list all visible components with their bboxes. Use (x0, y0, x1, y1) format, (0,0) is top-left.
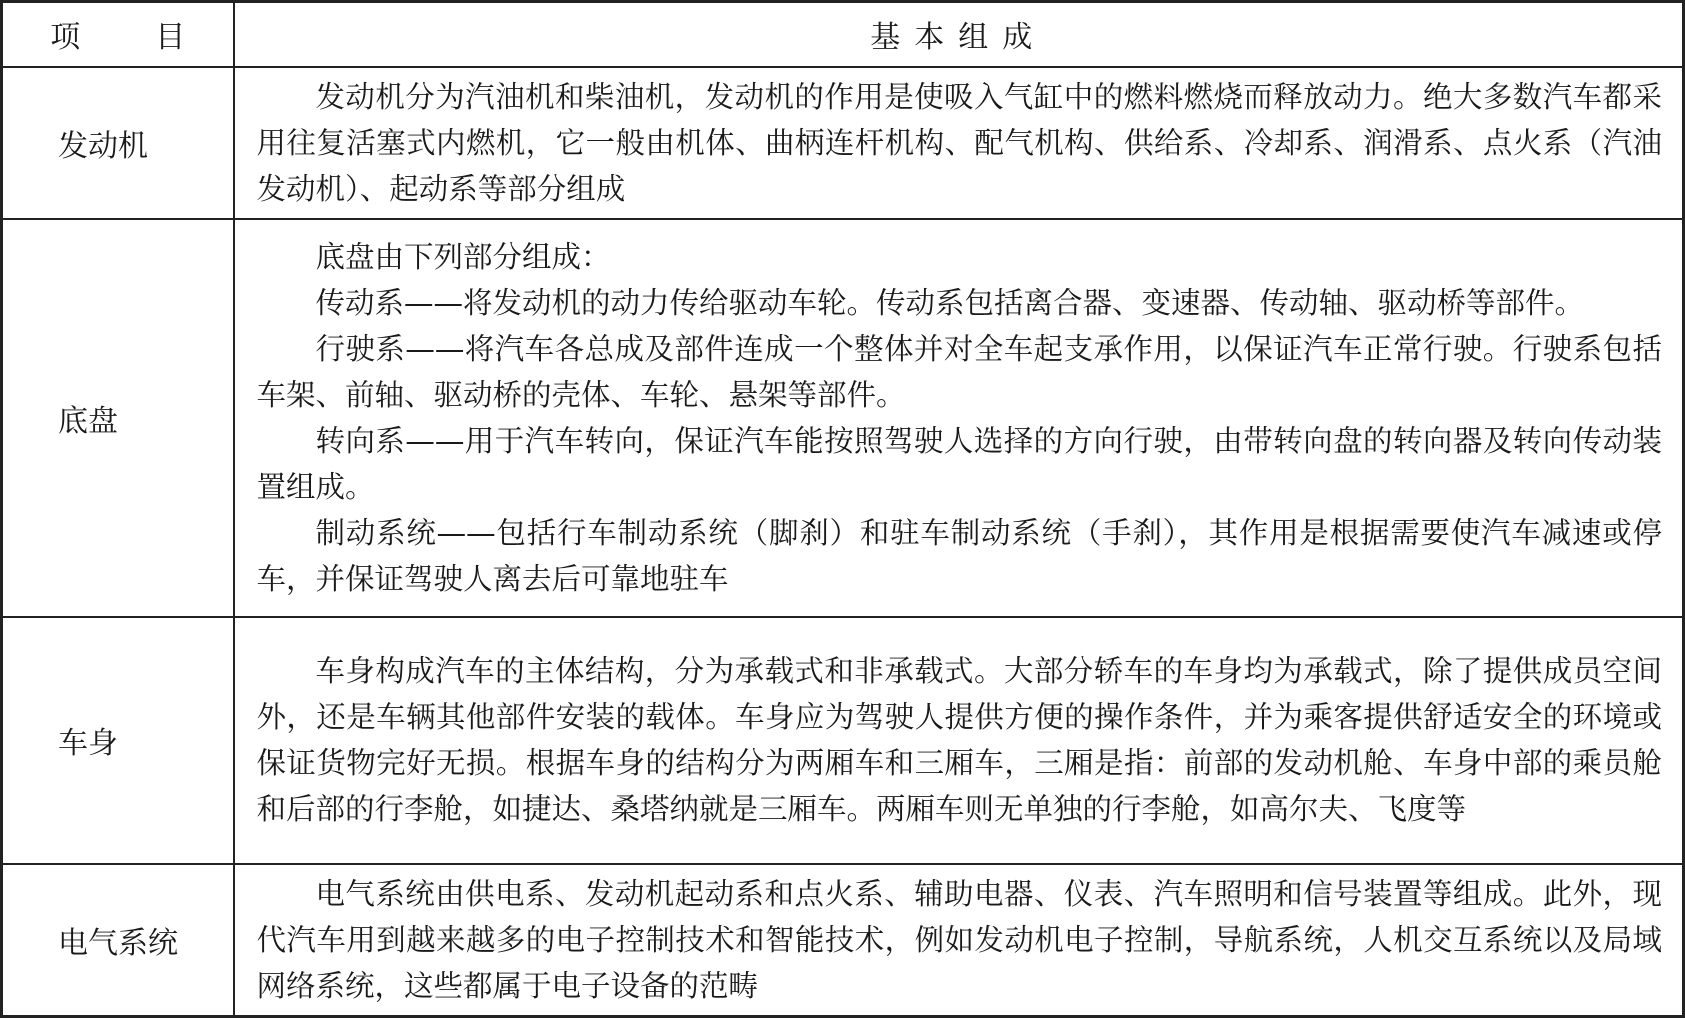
paragraph: 转向系——用于汽车转向，保证汽车能按照驾驶人选择的方向行驶，由带转向盘的转向器及转向传动装置组成。 (256, 423, 1662, 504)
row-item-body: 车身 (2, 617, 234, 864)
paragraph: 制动系统——包括行车制动系统（脚刹）和驻车制动系统（手刹），其作用是根据需要使汽车减速或停车，并保证驾驶人离去后可靠地驻车 (256, 515, 1662, 596)
paragraph: 行驶系——将汽车各总成及部件连成一个整体并对全车起支承作用，以保证汽车正常行驶。行驶系包括车架、前轴、驱动桥的壳体、车轮、悬架等部件。 (256, 331, 1662, 412)
row-desc-engine (234, 67, 1684, 219)
paragraph: 底盘由下列部分组成： (315, 239, 611, 274)
table-row-electrical (2, 864, 1684, 1017)
row-item-engine: 发动机 (2, 67, 234, 219)
paragraph: 车身构成汽车的主体结构，分为承载式和非承载式。大部分轿车的车身均为承载式，除了提供成员空间外，还是车辆其他部件安装的载体。车身应为驾驶人提供方便的操作条件，并为乘客提供舒适安全的环境或保证货物完好无损。根据车身的结构分为两厢车和三厢车，三厢是指：前部的发动机舱、车身中部的乘员舱和后部的行李舱，如捷达、桑塔纳就是三厢车。两厢车则无单独的行李舱，如高尔夫、飞度等 (256, 654, 1662, 826)
table-row-engine (2, 67, 1684, 219)
table-row-chassis (2, 219, 1684, 617)
table-header-row (2, 2, 1684, 67)
row-desc-chassis (234, 219, 1684, 617)
header-description: 基本组成 (234, 2, 1684, 67)
row-item-electrical: 电气系统 (2, 864, 234, 1017)
table-row-body (2, 617, 1684, 864)
paragraph: 传动系——将发动机的动力传给驱动车轮。传动系包括离合器、变速器、传动轴、驱动桥等部件。 (315, 285, 1585, 320)
row-item-chassis: 底盘 (2, 219, 234, 617)
row-desc-electrical (234, 864, 1684, 1017)
row-desc-body (234, 617, 1684, 864)
paragraph: 发动机分为汽油机和柴油机，发动机的作用是使吸入气缸中的燃料燃烧而释放动力。绝大多数汽车都采用往复活塞式内燃机，它一般由机体、曲柄连杆机构、配气机构、供给系、冷却系、润滑系、点火系（汽油发动机）、起动系等部分组成 (256, 79, 1662, 206)
paragraph: 电气系统由供电系、发动机起动系和点火系、辅助电器、仪表、汽车照明和信号装置等组成。此外，现代汽车用到越来越多的电子控制技术和智能技术，例如发动机电子控制，导航系统，人机交互系统以及局域网络系统，这些都属于电子设备的范畴 (256, 876, 1662, 1003)
header-item-label: 项目 (50, 20, 186, 56)
header-item (2, 2, 234, 67)
